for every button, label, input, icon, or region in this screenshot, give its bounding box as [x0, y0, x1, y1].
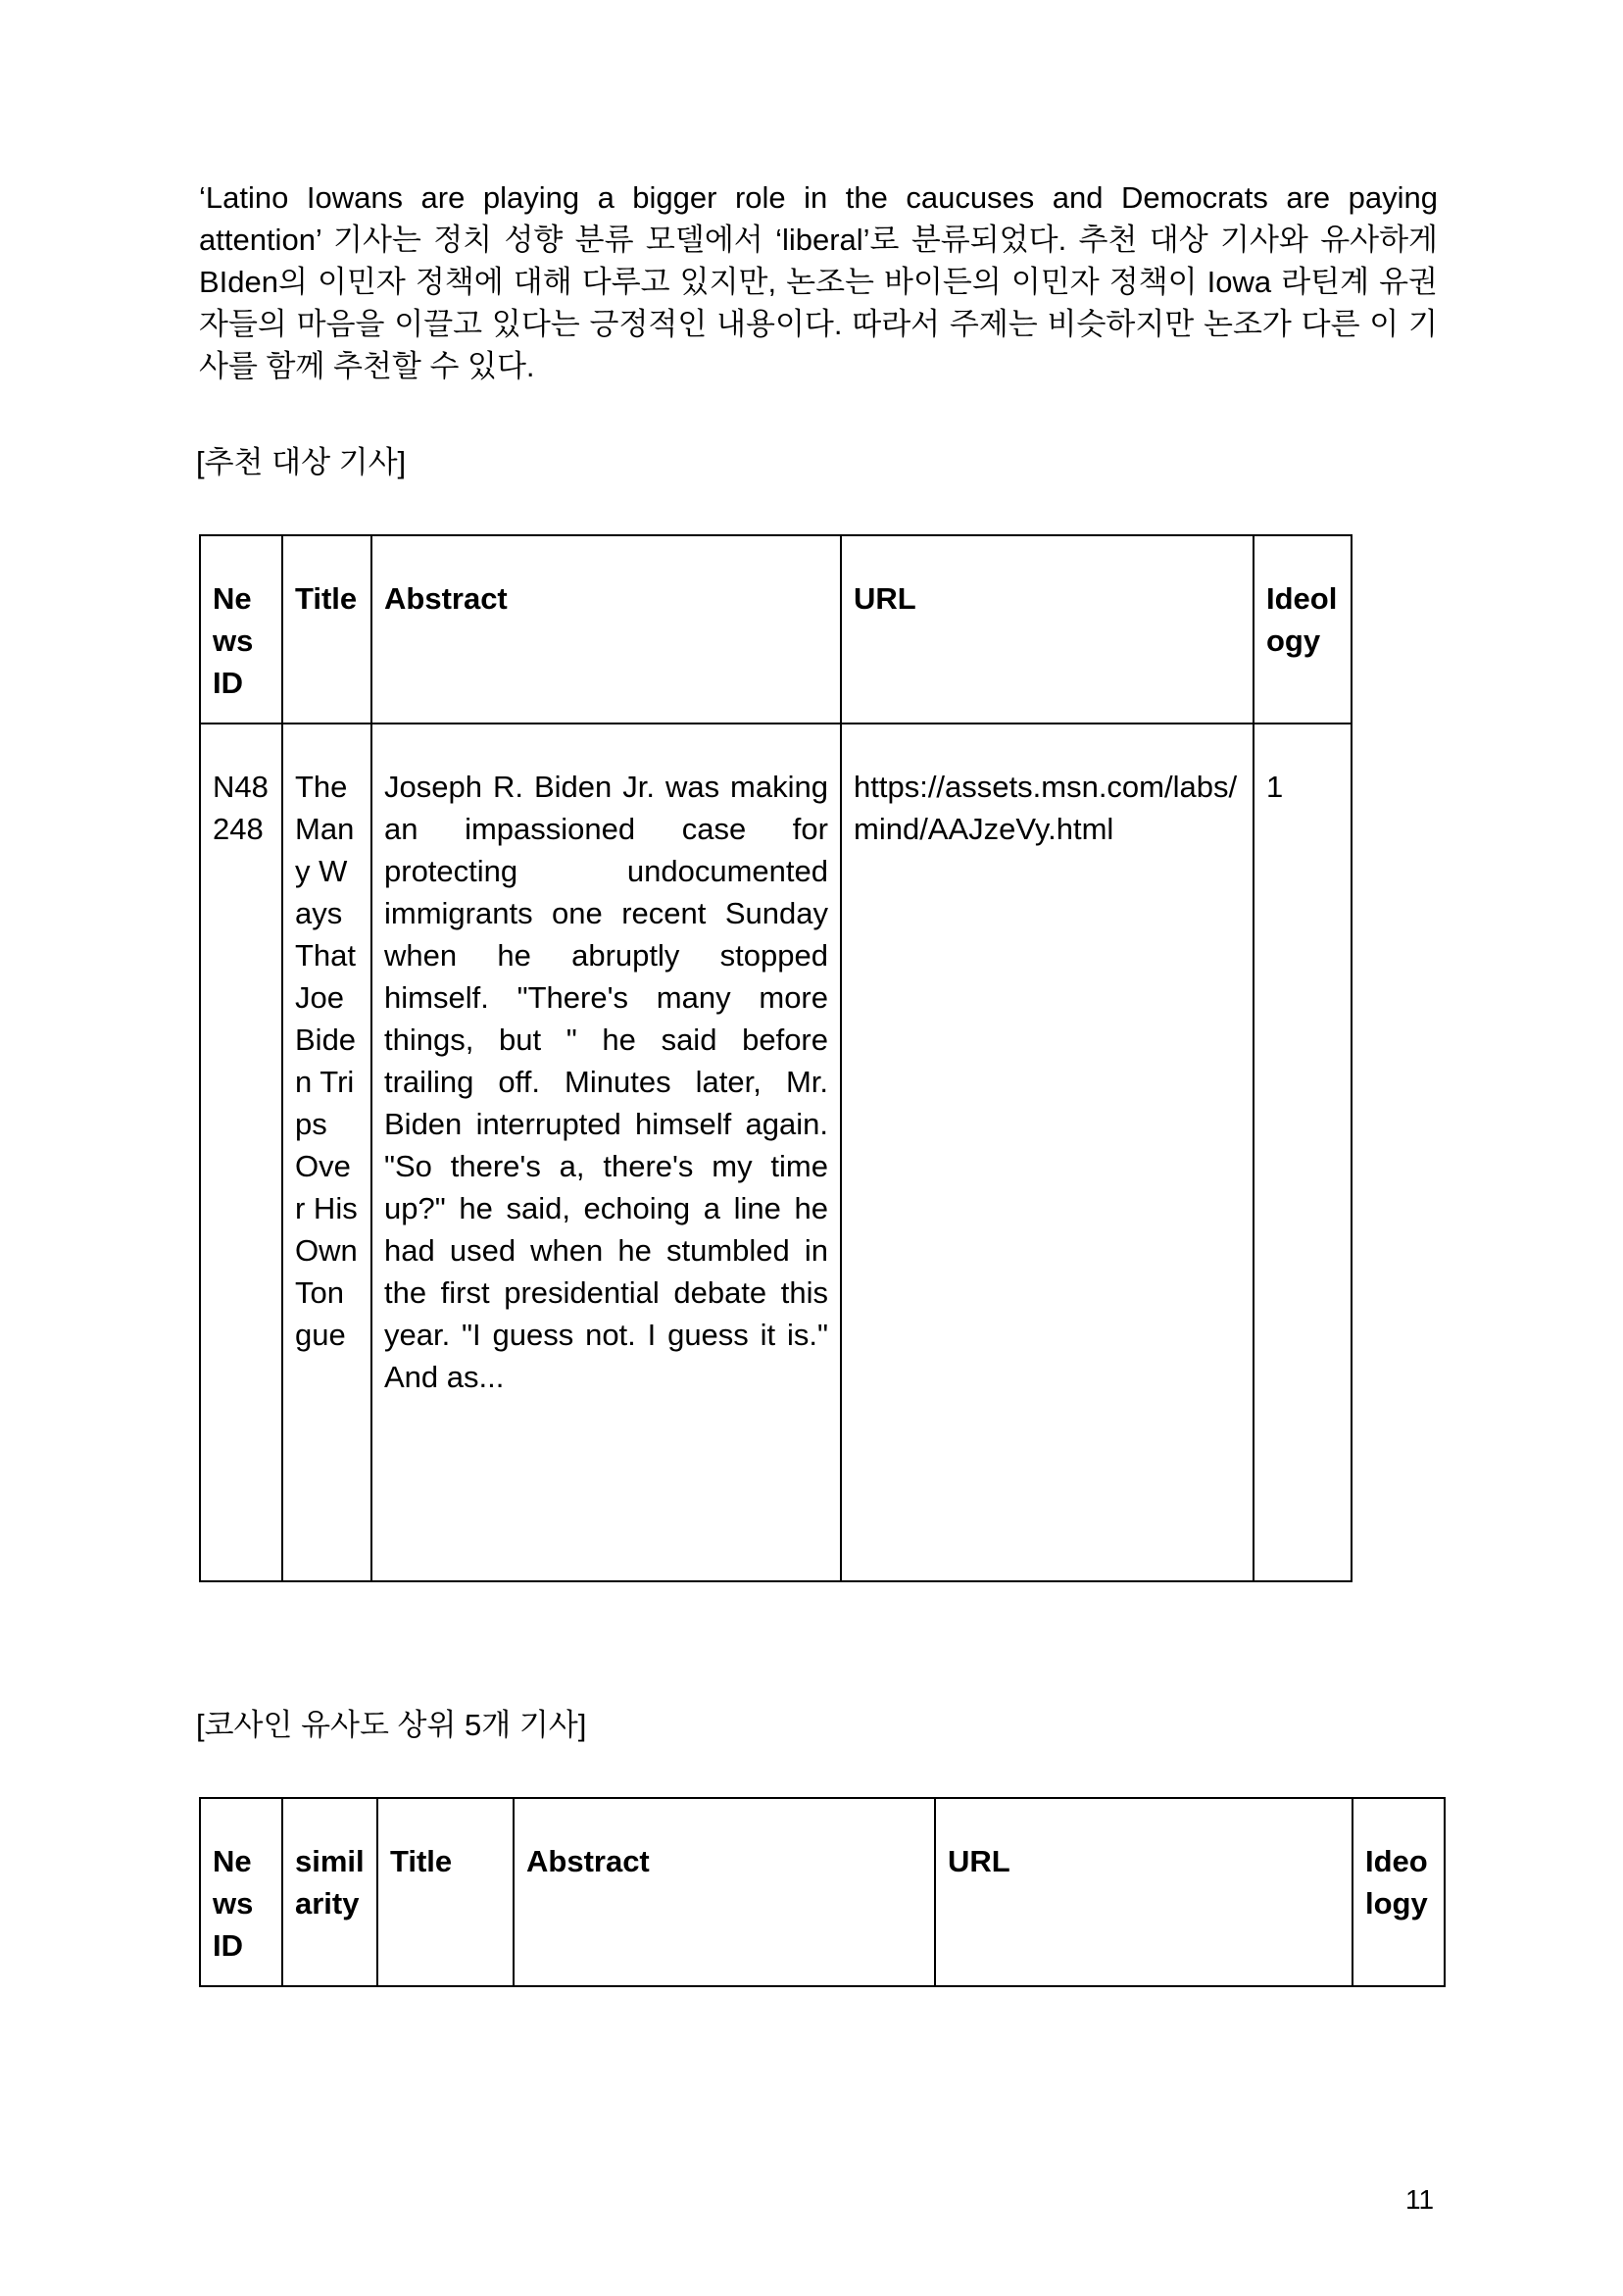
cell-abstract: Joseph R. Biden Jr. was making an impassioned case for protecting undocumented immigrants one recent Sunday when he abruptly stopped himself. "There's many more things, but " he said before trailing off. Minutes later, Mr. Biden interrupted himself again. "So there's a, there's my time up?" he said, echoing a line he had used when he stumbled in the first presidential debate this year. "I guess not. I guess it is." And as...	[371, 724, 841, 1581]
similar-articles-table	[199, 1797, 1446, 1987]
page-number: 11	[1405, 2184, 1435, 2215]
header-url: URL	[935, 1798, 1352, 1986]
cell-url: https://assets.msn.com/labs/mind/AAJzeVy.html	[841, 724, 1254, 1581]
header-url: URL	[841, 535, 1254, 724]
header-title: Title	[282, 535, 371, 724]
target-section-label: [추천 대상 기사]	[196, 445, 407, 479]
table-row	[200, 724, 1352, 1581]
similar-section-label: [코사인 유사도 상위 5개 기사]	[196, 1708, 587, 1742]
header-abstract: Abstract	[371, 535, 841, 724]
header-title: Title	[377, 1798, 514, 1986]
cell-ideology: 1	[1254, 724, 1352, 1581]
target-article-table	[199, 534, 1352, 1582]
cell-news-id: N48248	[200, 724, 282, 1581]
cell-title: The Many Ways That Joe Biden Trips Over His Own Tongue	[282, 724, 371, 1581]
table-header-row	[200, 535, 1352, 724]
header-abstract: Abstract	[514, 1798, 935, 1986]
header-news-id: News ID	[200, 535, 282, 724]
intro-paragraph: ‘Latino Iowans are playing a bigger role in the caucuses and Democrats are paying attention’ 기사는 정치 성향 분류 모델에서 ‘liberal’로 분류되었다. 추천 대상 기사와 유사하게 BIden의 이민자 정책에 대해 다루고 있지만, 논조는 바이든의 이민자 정책이 Iowa 라틴계 유권자들의 마음을 이끌고 있다는 긍정적인 내용이다. 따라서 주제는 비슷하지만 논조가 다른 이 기사를 함께 추천할 수 있다.	[199, 180, 1438, 383]
header-news-id: News ID	[200, 1798, 282, 1986]
table-header-row	[200, 1798, 1445, 1986]
header-ideology: Ideology	[1352, 1798, 1445, 1986]
header-similarity: similarity	[282, 1798, 377, 1986]
header-ideology: Ideology	[1254, 535, 1352, 724]
